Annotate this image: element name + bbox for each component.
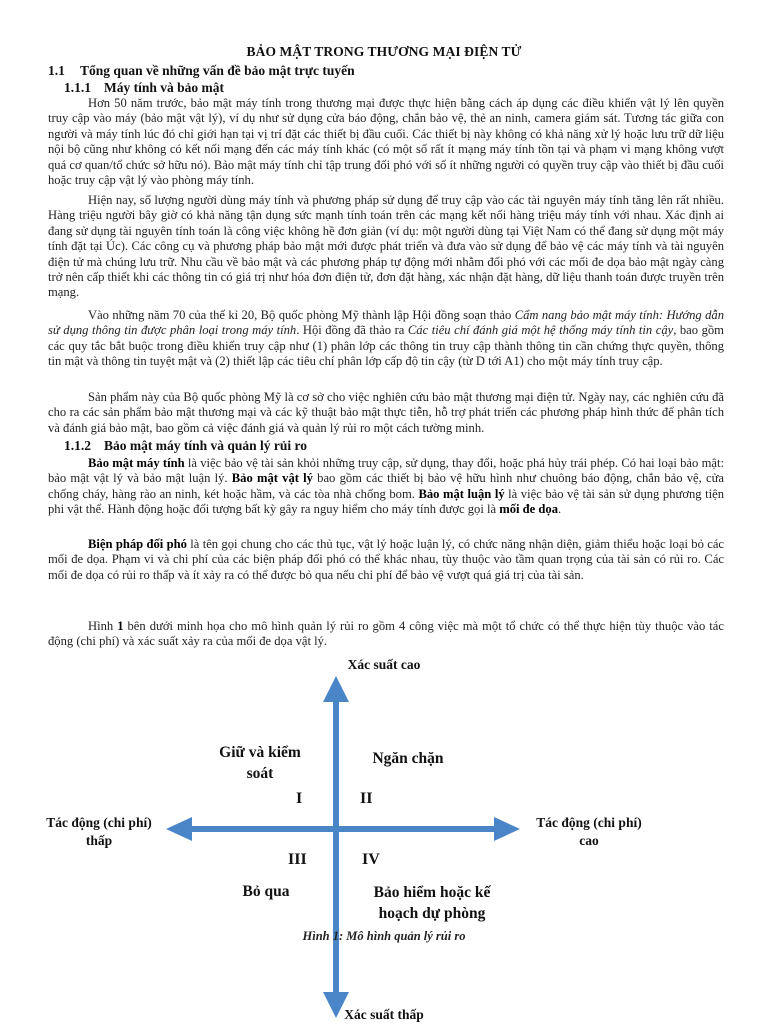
quadrant-1-label-line-2: soát	[246, 765, 274, 782]
left-axis-label	[24, 814, 174, 850]
figure-caption: Hình 1: Mô hình quản lý rủi ro	[302, 929, 466, 943]
quadrant-2-number: II	[360, 790, 373, 807]
right-axis-label-line-2: cao	[579, 833, 599, 848]
quadrant-1-label	[190, 742, 330, 784]
quadrant-4-number: IV	[362, 851, 380, 868]
quadrant-4-label	[352, 882, 512, 924]
subsection-heading-2	[64, 438, 307, 454]
p3-italic-title-1: Cẩm nang bảo mật máy tính: Hướng dẫn sử dụng thông tin được phân loại trong máy tính	[48, 308, 724, 338]
p5-text-c: là việc bảo vệ tài sản sử dụng phương tiện phi vật thể. Hành động hoặc đối tượng bất kỳ gây ra nguy hiểm cho máy tính được gọi là	[48, 486, 724, 517]
subsection-heading-1	[64, 80, 224, 96]
subsection-number: 1.1.1	[64, 80, 91, 95]
p5-text-a: là việc bảo vệ tài sản khỏi những truy cập, sử dụng, thay đổi, hoặc phá hủy trái phép. Có hai loại bảo mật: bảo mật vật lý và bảo mật luận lý.	[48, 456, 724, 486]
p5-text-d: .	[558, 502, 562, 517]
p3-italic-title-2: Các tiêu chí đánh giá một hệ thống máy tính tin cậy	[407, 323, 674, 338]
right-axis-label-line-1: Tác động (chi phí)	[536, 815, 642, 830]
document-title: BẢO MẬT TRONG THƯƠNG MẠI ĐIỆN TỬ	[246, 44, 522, 59]
quadrant-4-label-line-1: Bảo hiểm hoặc kế	[373, 884, 491, 901]
term-computer-security: Bảo mật máy tính	[88, 456, 185, 470]
arrowhead-up	[323, 676, 349, 702]
p7-text-a: Hình	[88, 619, 118, 633]
term-countermeasure: Biện pháp đối phó	[88, 537, 187, 551]
figure-reference: 1	[117, 619, 124, 633]
section-number: 1.1	[48, 63, 65, 78]
quadrant-2-label: Ngăn chặn	[372, 750, 444, 767]
quadrant-1-label-line-1: Giữ và kiểm	[219, 744, 301, 761]
p3-text-b: . Hội đồng đã thảo ra	[296, 323, 408, 338]
term-threat: mối đe dọa	[499, 502, 558, 517]
p3-text-c: , bao gồm các quy tắc bắt buộc trong điều khiển truy cập như (1) phân lớp các thông tin truy cập thành thông tin cần chứng thực quyền, thông tin mật và thông tin tuyệt mật và (2) thiết lập các tiêu chí phân lớp cấp độ tin cậy (từ D tới A1) cho một máy tính truy cập.	[48, 323, 724, 369]
paragraph-2: Hiện nay, số lượng người dùng máy tính và phương pháp sử dụng để truy cập vào các tài nguyên máy tính tăng lên rất nhiều. Hàng triệu người bây giờ có khả năng tận dụng sức mạnh tính toán trên các mạng kết nối hàng triệu máy tính với nhau. Xác định ai đang sử dụng tài nguyên tính toán là công việc không hề đơn giản (ví dụ: một người dùng tại Việt Nam có thể đang sử dụng một máy tính đặt tại Úc). Các công cụ và phương pháp bảo mật mới được phát triển và đưa vào sử dụng để bảo vệ các máy tính và tài nguyên điện tử mà chúng lưu trữ. Nhu cầu về bảo mật và các phương pháp tự động mới nhằm đối phó với các mối đe dọa bảo mật ngày càng trở nên cấp thiết khi các thông tin có giá trị như hóa đơn điện tử, đơn đặt hàng, xác nhận đặt hàng, dữ liệu thanh toán được truyền trên mạng.	[48, 193, 724, 300]
subsection-title: Máy tính và bảo mật	[104, 80, 225, 95]
term-logical-security: Bảo mật luận lý	[418, 486, 505, 501]
paragraph-5	[48, 456, 724, 518]
paragraph-1: Hơn 50 năm trước, bảo mật máy tính trong thương mại được thực hiện bằng cách áp dụng các điều khiển vật lý lên quyền truy cập vào máy (bảo mật vật lý), ví dụ như sử dụng cửa báo động, chắn bảo vệ, thẻ an ninh, camera giám sát. Tương tác giữa con người và máy tính lúc đó chỉ giới hạn tại vị trí đặt các thiết bị đầu cuối. Các thiết bị này không có khả năng xử lý hoặc lưu trữ dữ liệu nội bộ cũng như không có kết nối mạng đến các máy tính khác (có một số rất ít mạng máy tính tồn tại và phạm vi mạng không vượt quá cơ quan/tổ chức sở hữu nó). Bảo mật máy tính chỉ tập trung đối phó với số ít những người có quyền truy cập vào thiết bị đầu cuối hoặc truy cập vật lý vào phòng máy tính.	[48, 96, 724, 188]
bottom-axis-label: Xác suất thấp	[344, 1007, 424, 1022]
quadrant-4-label-line-2: hoạch dự phòng	[378, 905, 486, 922]
section-title: Tổng quan về những vấn đề bảo mật trực tuyến	[80, 63, 355, 78]
term-physical-security: Bảo mật vật lý	[231, 471, 313, 486]
right-axis-label	[514, 814, 664, 850]
left-axis-label-line-1: Tác động (chi phí)	[46, 815, 152, 830]
left-axis-label-line-2: thấp	[85, 833, 113, 848]
p6-text-a: là tên gọi chung cho các thủ tục, vật lý hoặc luận lý, có chức năng nhận diện, giảm thiểu hoặc loại bỏ các mối đe dọa. Phạm vi và chi phí của các biện pháp đối phó có thể khác nhau, tùy thuộc vào tầm quan trọng của tài sản có rủi ro. Các mối đe dọa có rủi ro thấp và ít xảy ra có thể được bỏ qua nếu chi phí để bảo vệ vượt quá giá trị của tài sản.	[48, 537, 724, 582]
quadrant-3-label: Bỏ qua	[242, 883, 290, 900]
paragraph-6	[48, 537, 724, 583]
subsection-title: Bảo mật máy tính và quản lý rủi ro	[104, 438, 308, 453]
paragraph-3	[48, 308, 724, 370]
p7-text-b: bên dưới minh họa cho mô hình quản lý rủi ro gồm 4 công việc mà một tổ chức có thể thực hiện tùy thuộc vào tác động (chi phí) và xác suất xảy ra của mối đe dọa vật lý.	[48, 619, 724, 649]
p5-text-b: bao gồm các thiết bị bảo vệ hữu hình như chuông báo động, chắn bảo vệ, cửa chống cháy, hàng rào an ninh, két hoặc hầm, và các tòa nhà chống bom.	[48, 471, 724, 501]
paragraph-4: Sản phẩm này của Bộ quốc phòng Mỹ là cơ sở cho việc nghiên cứu bảo mật thương mại điện tử. Ngày nay, các nghiên cứu đã cho ra các sản phẩm bảo mật thương mại và các kỹ thuật bảo mật thực tiễn, hỗ trợ phát triển các phương pháp hình thức để phân tích và đánh giá bảo mật, bao gồm cả việc đánh giá và quản lý rủi ro một cách tường minh.	[48, 390, 724, 435]
subsection-number: 1.1.2	[64, 438, 91, 453]
axes-arrows	[166, 676, 520, 1018]
quadrant-1-number: I	[296, 790, 303, 807]
top-axis-label: Xác suất cao	[347, 657, 421, 672]
section-heading	[48, 63, 355, 79]
p3-text-a: Vào những năm 70 của thế kỉ 20, Bộ quốc phòng Mỹ thành lập Hội đồng soạn thảo	[88, 308, 515, 322]
quadrant-3-number: III	[288, 851, 307, 868]
